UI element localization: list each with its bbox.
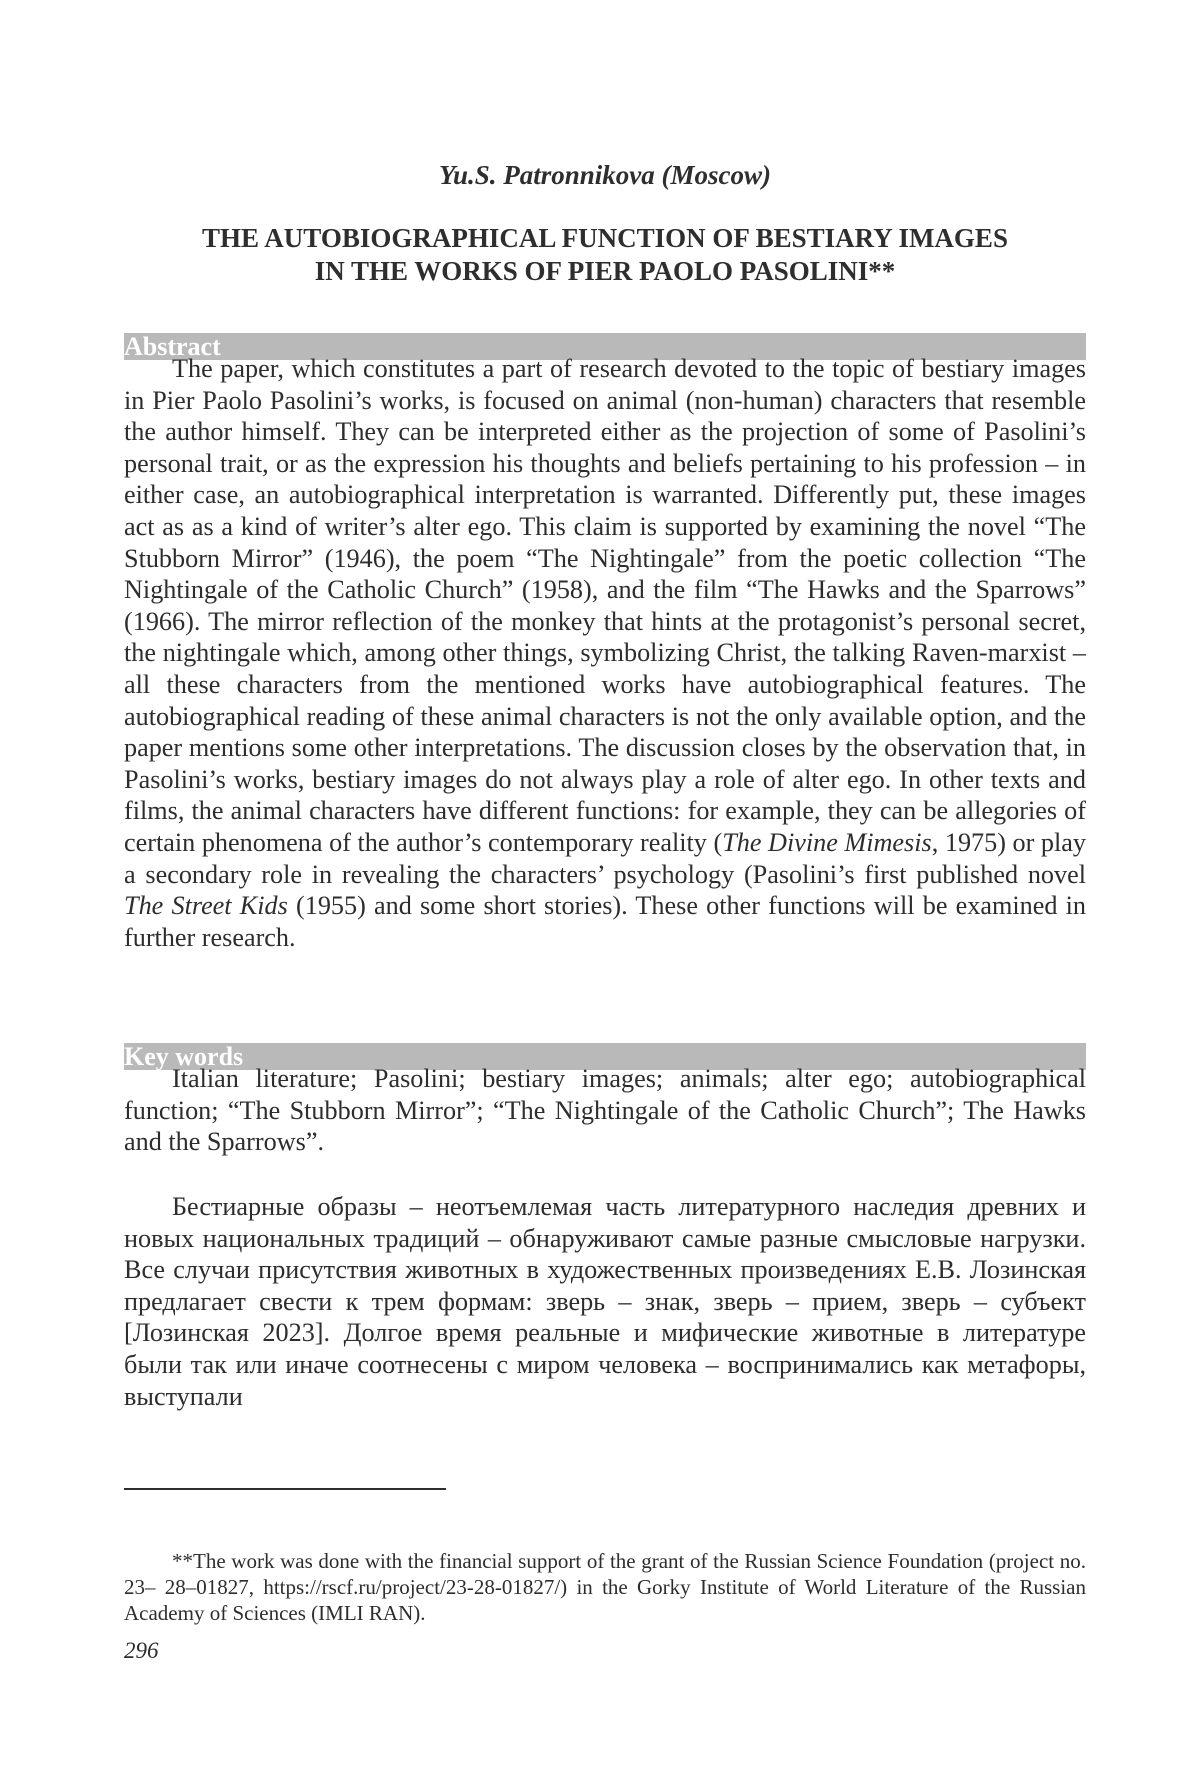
article-title [124,222,1086,288]
abstract-text-part-1: The paper, which constitutes a part of research devoted to the topic of bestiary images in Pier Paolo Pasolini’s works, is focused on animal (non-human) characters that resemble the author himself. They can be interpreted either as the projection of some of Pasolini’s personal trait, or as the expression his thoughts and beliefs pertaining to his profession – in either case, an autobiographical interpretation is warranted. Differently put, these images act as as a kind of writer’s alter ego. This claim is supported by examining the novel “The Stubborn Mirror” (1946), the poem “The Nightingale” from the poetic collection “The Nightingale of the Catholic Church” (1958), and the film “The Hawks and the Sparrows” (1966). The mirror reflection of the monkey that hints at the protagonist’s personal secret, the nightingale which, among other things, symbolizing Christ, the talking Raven-marxist – all these characters from the mentioned works have autobiographical features. The autobiographical reading of these animal characters is not the only available option, and the paper mentions some other interpretations. The discussion closes by the observation that, in Pasolini’s works, bestiary images do not always play a role of alter ego. In other texts and films, the animal characters have different functions: for example, they can be allegories of certain phenomena of the author’s contemporary reality ( [124,354,1086,857]
keywords-text: Italian literature; Pasolini; bestiary images; animals; alter ego; autobiographical function; “The Stubborn Mirror”; “The Nightingale of the Catholic Church”; The Hawks and the Sparrows”. [124,1064,1086,1157]
footnote-separator [124,1488,446,1490]
article-title-line-1: THE AUTOBIOGRAPHICAL FUNCTION OF BESTIARY IMAGES [202,223,1008,253]
abstract-italic-work-2: The Street Kids [124,891,288,921]
article-title-line-2: IN THE WORKS OF PIER PAOLO PASOLINI** [314,256,896,286]
page-number: 296 [124,1638,159,1663]
abstract-text [124,353,1086,953]
abstract-heading: Abstract [124,333,1086,360]
footnote: **The work was done with the financial support of the grant of the Russian Science Foundation (project no. 23– 28–01827, https://rscf.ru/project/23-28-01827/) in the Gorky Institute of World Literature of the Russian Academy of Sciences (IMLI RAN). [124,1549,1086,1625]
body-paragraph-1: Бестиарные образы – неотъемлемая часть литературного наследия древних и новых национальных традиций – обнаруживают самые разные смысловые нагрузки. Все случаи присутствия животных в художественных произведениях Е.В. Лозинская предлагает свести к трем формам: зверь – знак, зверь – прием, зверь – субъект [Лозинская 2023]. Долгое время реальные и мифические животные в литературе были так или иначе соотнесены с миром человека – воспринимались как метафоры, выступали [124,1192,1086,1411]
author-byline: Yu.S. Patronnikova (Moscow) [438,160,772,190]
keywords-heading: Key words [124,1043,1086,1070]
abstract-italic-work-1: The Divine Mimesis [722,827,932,857]
abstract-text-part-3: (1955) and some short stories). These other functions will be examined in further research. [124,891,1086,952]
abstract-text-part-2: , 1975) or play a secondary role in revealing the characters’ psychology (Pasolini’s first published novel [124,827,1087,889]
